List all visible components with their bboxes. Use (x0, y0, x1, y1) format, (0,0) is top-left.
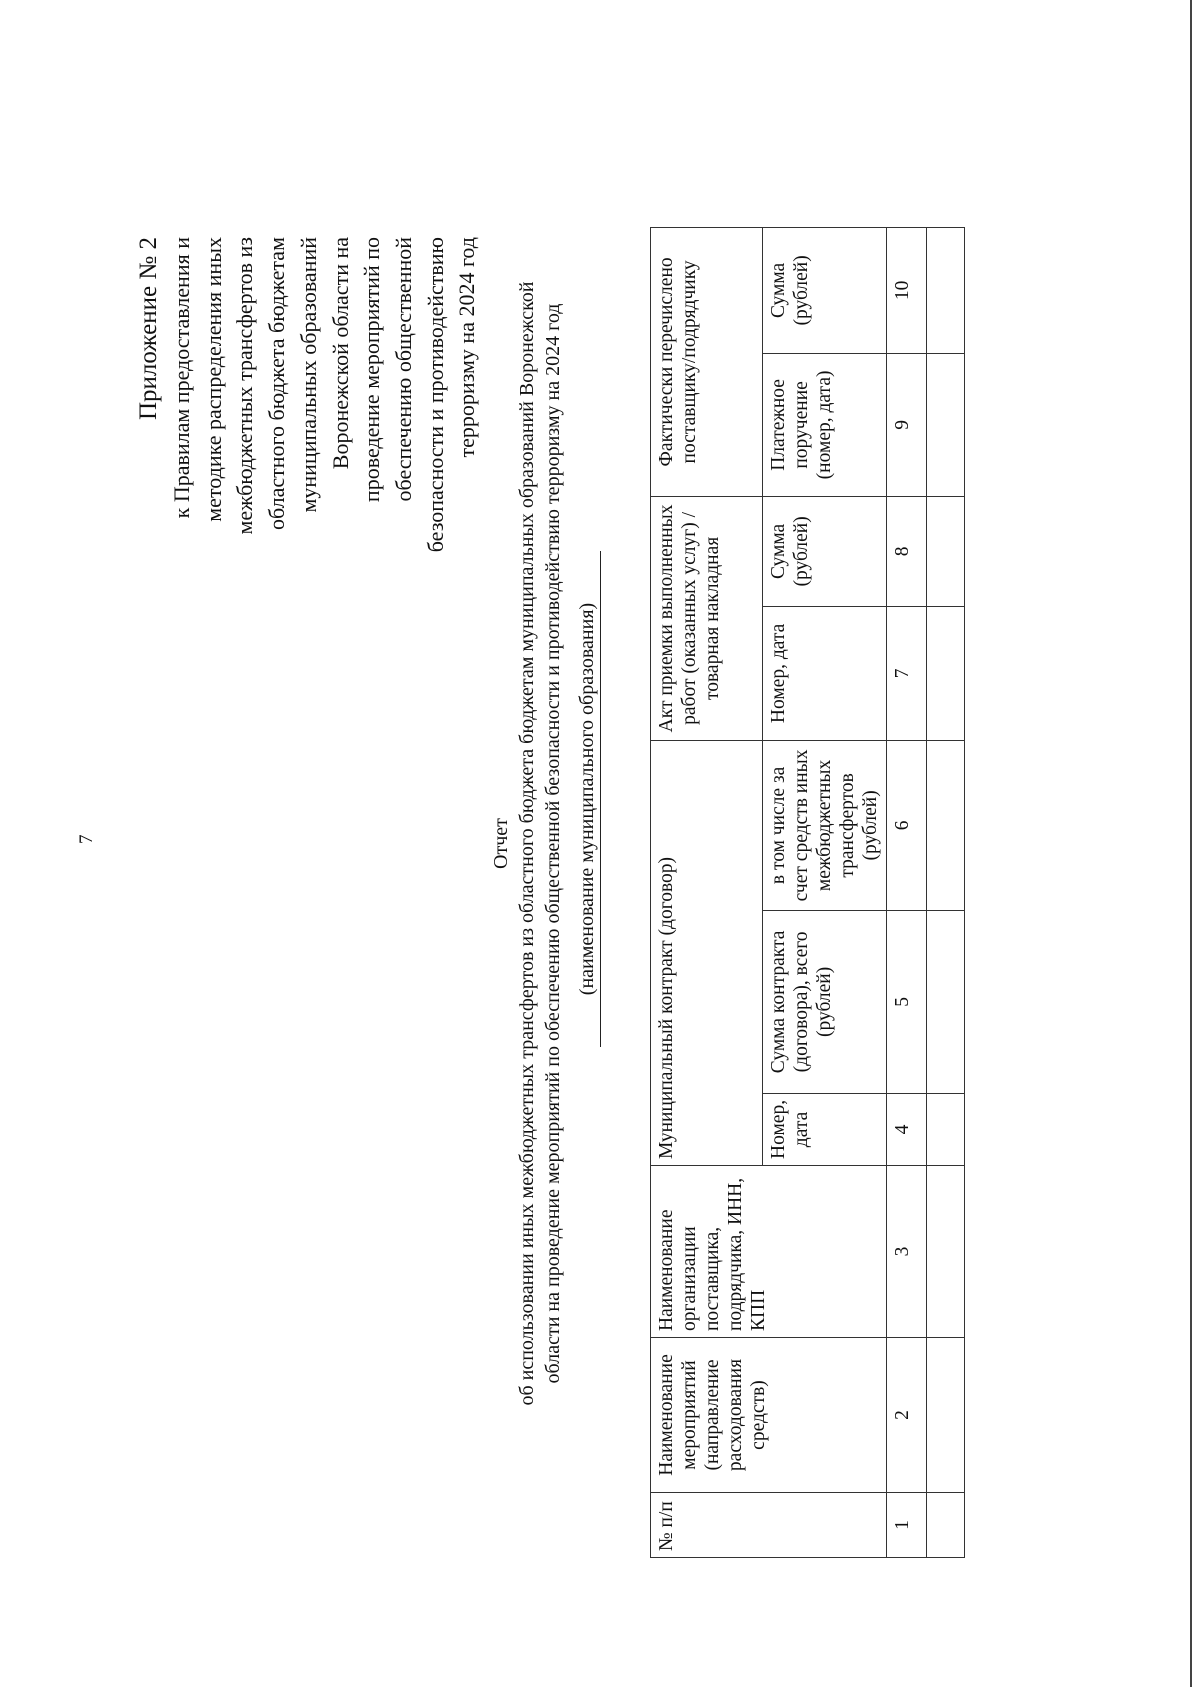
report-heading (488, 200, 566, 1487)
header-col-1: № п/п (651, 1493, 887, 1558)
empty-cell (927, 1093, 965, 1165)
scan-edge-line (1190, 0, 1192, 1687)
header-col-8: Сумма (рублей) (763, 496, 887, 606)
empty-cell (927, 1493, 965, 1558)
column-number: 7 (887, 606, 927, 740)
empty-cell (927, 740, 965, 910)
appendix-line: межбюджетных трансфертов из (232, 237, 258, 535)
header-col-7: Номер, дата (763, 606, 887, 740)
table-row-column-numbers (887, 227, 927, 1557)
header-act-group: Акт приемки выполненных работ (оказанных услуг) / товарная накладная (651, 496, 763, 740)
appendix-line: терроризму на 2024 год (454, 237, 480, 458)
appendix-block (132, 237, 483, 637)
header-col-2: Наименование мероприятий (направление расходования средств) (651, 1338, 887, 1493)
header-col-9: Платежное поручение (номер, дата) (763, 353, 887, 496)
header-col-5: Сумма контракта (договора), всего (рублей) (763, 910, 887, 1093)
header-col-3: Наименование организации поставщика, подрядчика, ИНН, КПП (651, 1166, 887, 1338)
column-number: 6 (887, 740, 927, 910)
column-number: 10 (887, 227, 927, 353)
column-number: 8 (887, 496, 927, 606)
empty-cell (927, 353, 965, 496)
header-col-10: Сумма (рублей) (763, 227, 887, 353)
header-paid-group: Фактически перечислено поставщику/подрядчику (651, 227, 763, 496)
municipality-underline (600, 551, 601, 1047)
empty-cell (927, 1338, 965, 1493)
empty-cell (927, 1166, 965, 1338)
report-table (650, 227, 965, 1558)
column-number: 5 (887, 910, 927, 1093)
table-row-empty (927, 227, 965, 1557)
appendix-line: методике распределения иных (200, 237, 226, 522)
header-col-4: Номер, дата (763, 1093, 887, 1165)
appendix-line: муниципальных образований (295, 237, 321, 513)
empty-cell (927, 227, 965, 353)
appendix-line: проведение мероприятий по (359, 237, 385, 503)
appendix-title: Приложение № 2 (135, 237, 162, 421)
column-number: 4 (887, 1093, 927, 1165)
appendix-line: безопасности и противодействию (422, 237, 448, 553)
report-subtitle-line-2: области на проведение мероприятий по обеспечению общественной безопасности и противодействию терроризму на 2024 год (542, 303, 564, 1384)
column-number: 9 (887, 353, 927, 496)
appendix-line: областного бюджета бюджетам (264, 237, 290, 530)
page-number: 7 (76, 834, 97, 844)
empty-cell (927, 606, 965, 740)
report-title: Отчет (490, 818, 512, 869)
column-number: 2 (887, 1338, 927, 1493)
column-number: 3 (887, 1166, 927, 1338)
empty-cell (927, 496, 965, 606)
municipality-caption: (наименование муниципального образования) (576, 602, 598, 996)
appendix-line: обеспечению общественной (390, 237, 416, 502)
report-subtitle-line-1: об использовании иных межбюджетных трансфертов из областного бюджета бюджетам муниципальных образований Воронежской (516, 281, 538, 1406)
appendix-line: Воронежской области на (327, 237, 353, 470)
header-col-6: в том числе за счет средств иных межбюджетных трансфертов (рублей) (763, 740, 887, 910)
appendix-line: к Правилам предоставления и (169, 237, 194, 519)
empty-cell (927, 910, 965, 1093)
header-contract-group: Муниципальный контракт (договор) (651, 740, 763, 1165)
column-number: 1 (887, 1493, 927, 1558)
